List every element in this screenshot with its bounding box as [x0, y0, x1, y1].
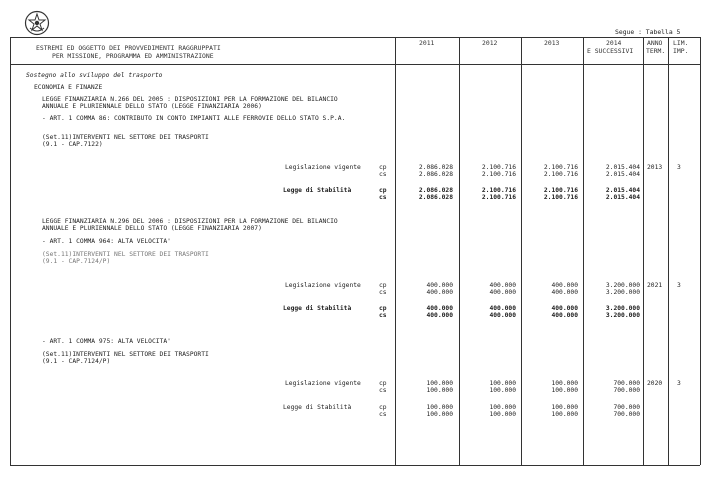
- law2b-lim-imp: 3: [677, 380, 681, 387]
- law2a-stab-cp-2011: 400.000: [426, 305, 453, 312]
- header-col-2014: 2014: [606, 39, 622, 47]
- law2a-stab-cs-2014: 3.200.000: [605, 312, 640, 319]
- law2a-stabilita-label: Legge di Stabilità: [283, 305, 352, 312]
- law1-anno-term: 2013: [647, 164, 663, 171]
- law2b-leg-cs-2011: 100.000: [426, 387, 453, 394]
- header-description-line2: PER MISSIONE, PROGRAMMA ED AMMINISTRAZIONE: [52, 52, 214, 60]
- header-col-2011: 2011: [419, 39, 435, 47]
- column-divider: [700, 37, 701, 465]
- law2b-stab-cp-2011: 100.000: [426, 404, 453, 411]
- law2b-legislazione-label: Legislazione vigente: [285, 380, 361, 387]
- law2a-anno-term: 2021: [647, 282, 663, 289]
- header-col-anno: ANNO: [647, 39, 663, 47]
- law2a-legislazione-cp: cp: [379, 282, 387, 289]
- law1-leg-cs-2014: 2.015.404: [605, 171, 640, 178]
- law2b-stab-cp-2014: 700.000: [613, 404, 640, 411]
- law2b-leg-cp-2014: 700.000: [613, 380, 640, 387]
- law2a-stab-cs-2011: 400.000: [426, 312, 453, 319]
- law1-legislazione-label: Legislazione vigente: [285, 164, 361, 171]
- law2a-leg-cp-2011: 400.000: [426, 282, 453, 289]
- law1-title-line2: ANNUALE E PLURIENNALE DELLO STATO (LEGGE FINANZIARIA 2006): [42, 103, 262, 110]
- law2a-leg-cs-2013: 400.000: [551, 289, 578, 296]
- section-title: Sostegno allo sviluppo del trasporto: [26, 72, 163, 79]
- law2a-stab-cp-2014: 3.200.000: [605, 305, 640, 312]
- law2b-leg-cp-2013: 100.000: [551, 380, 578, 387]
- header-col-2013: 2013: [544, 39, 560, 47]
- law1-legislazione-cs: cs: [379, 171, 387, 178]
- law1-leg-cp-2011: 2.086.028: [418, 164, 453, 171]
- law2-article-b-title: - ART. 1 COMMA 975: ALTA VELOCITA': [42, 338, 171, 345]
- law1-leg-cs-2013: 2.100.716: [543, 171, 578, 178]
- republic-emblem-icon: [24, 10, 50, 36]
- column-divider: [459, 37, 460, 465]
- law2b-leg-cs-2012: 100.000: [489, 387, 516, 394]
- table-continuation-label: Segue : Tabella 5: [615, 28, 681, 36]
- column-divider: [395, 37, 396, 465]
- law2b-leg-cp-2011: 100.000: [426, 380, 453, 387]
- table-top-border: [10, 37, 700, 38]
- law2a-stab-cp-2012: 400.000: [489, 305, 516, 312]
- law2a-legislazione-cs: cs: [379, 289, 387, 296]
- law1-stab-cs-2013: 2.100.716: [543, 194, 578, 201]
- law2b-leg-cp-2012: 100.000: [489, 380, 516, 387]
- law2b-stab-cs-2012: 100.000: [489, 411, 516, 418]
- law2a-stabilita-cp: cp: [379, 305, 387, 312]
- section-subtitle: ECONOMIA E FINANZE: [34, 84, 103, 91]
- law2a-leg-cp-2014: 3.200.000: [605, 282, 640, 289]
- law1-article: - ART. 1 COMMA 86: CONTRIBUTO IN CONTO IMPIANTI ALLE FERROVIE DELLO STATO S.P.A.: [42, 115, 346, 122]
- law2-article-b-sector-line1: (Set.11)INTERVENTI NEL SETTORE DEI TRASPORTI: [42, 351, 209, 358]
- law2b-stab-cs-2014: 700.000: [613, 411, 640, 418]
- law1-leg-cp-2013: 2.100.716: [543, 164, 578, 171]
- law1-sector-line1: (Set.11)INTERVENTI NEL SETTORE DEI TRASPORTI: [42, 134, 209, 141]
- law2b-leg-cs-2014: 700.000: [613, 387, 640, 394]
- law2a-stab-cs-2013: 400.000: [551, 312, 578, 319]
- law2a-stab-cs-2012: 400.000: [489, 312, 516, 319]
- column-divider: [668, 37, 669, 465]
- law1-stab-cp-2011: 2.086.028: [418, 187, 453, 194]
- law1-stab-cp-2014: 2.015.404: [605, 187, 640, 194]
- column-divider: [643, 37, 644, 465]
- header-col-2012: 2012: [482, 39, 498, 47]
- law2a-leg-cs-2014: 3.200.000: [605, 289, 640, 296]
- law2a-leg-cp-2012: 400.000: [489, 282, 516, 289]
- law2b-stabilita-cp: cp: [379, 404, 387, 411]
- header-col-lim: LIM.: [673, 39, 689, 47]
- law2-article-b-sector-line2: (9.1 - CAP.7124/P): [42, 358, 111, 365]
- law2b-legislazione-cp: cp: [379, 380, 387, 387]
- header-col-lim-sub: IMP.: [673, 47, 689, 55]
- column-divider: [521, 37, 522, 465]
- law1-stab-cp-2012: 2.100.716: [481, 187, 516, 194]
- column-divider: [10, 37, 11, 465]
- law1-leg-cp-2014: 2.015.404: [605, 164, 640, 171]
- law2b-legislazione-cs: cs: [379, 387, 387, 394]
- header-description-line1: ESTREMI ED OGGETTO DEI PROVVEDIMENTI RAGGRUPPATI: [36, 44, 221, 52]
- law2b-leg-cs-2013: 100.000: [551, 387, 578, 394]
- law2a-stabilita-cs: cs: [379, 312, 387, 319]
- law1-stab-cs-2011: 2.086.028: [418, 194, 453, 201]
- table-header-bottom-border: [10, 64, 700, 65]
- law2a-leg-cp-2013: 400.000: [551, 282, 578, 289]
- law2-article-a-title: - ART. 1 COMMA 964: ALTA VELOCITA': [42, 238, 171, 245]
- table-bottom-border: [10, 465, 700, 466]
- law1-leg-cs-2011: 2.086.028: [418, 171, 453, 178]
- law2a-leg-cs-2011: 400.000: [426, 289, 453, 296]
- law2a-legislazione-label: Legislazione vigente: [285, 282, 361, 289]
- law1-stab-cs-2012: 2.100.716: [481, 194, 516, 201]
- law1-stabilita-cp: cp: [379, 187, 387, 194]
- law2a-leg-cs-2012: 400.000: [489, 289, 516, 296]
- law1-leg-cs-2012: 2.100.716: [481, 171, 516, 178]
- law2b-stab-cp-2013: 100.000: [551, 404, 578, 411]
- law2b-stabilita-label: Legge di Stabilità: [283, 404, 352, 411]
- law2b-anno-term: 2020: [647, 380, 663, 387]
- law2b-stab-cp-2012: 100.000: [489, 404, 516, 411]
- law1-stabilita-cs: cs: [379, 194, 387, 201]
- law2-title-line2: ANNUALE E PLURIENNALE DELLO STATO (LEGGE FINANZIARIA 2007): [42, 225, 262, 232]
- law1-stabilita-label: Legge di Stabilità: [283, 187, 352, 194]
- law1-sector-line2: (9.1 - CAP.7122): [42, 141, 103, 148]
- law1-lim-imp: 3: [677, 164, 681, 171]
- header-col-2014-sub: E SUCCESSIVI: [587, 47, 634, 55]
- law2b-stabilita-cs: cs: [379, 411, 387, 418]
- law1-stab-cp-2013: 2.100.716: [543, 187, 578, 194]
- law2a-lim-imp: 3: [677, 282, 681, 289]
- law1-stab-cs-2014: 2.015.404: [605, 194, 640, 201]
- law1-legislazione-cp: cp: [379, 164, 387, 171]
- law2a-stab-cp-2013: 400.000: [551, 305, 578, 312]
- law2-title-line1: LEGGE FINANZIARIA N.296 DEL 2006 : DISPOSIZIONI PER LA FORMAZIONE DEL BILANCIO: [42, 218, 338, 225]
- law2b-stab-cs-2011: 100.000: [426, 411, 453, 418]
- column-divider: [583, 37, 584, 465]
- law2-article-a-sector-line2: (9.1 - CAP.7124/P): [42, 258, 111, 265]
- header-col-anno-sub: TERM.: [646, 47, 666, 55]
- law2-article-a-sector-line1: (Set.11)INTERVENTI NEL SETTORE DEI TRASPORTI: [42, 251, 209, 258]
- law1-title-line1: LEGGE FINANZIARIA N.266 DEL 2005 : DISPOSIZIONI PER LA FORMAZIONE DEL BILANCIO: [42, 96, 338, 103]
- law2b-stab-cs-2013: 100.000: [551, 411, 578, 418]
- law1-leg-cp-2012: 2.100.716: [481, 164, 516, 171]
